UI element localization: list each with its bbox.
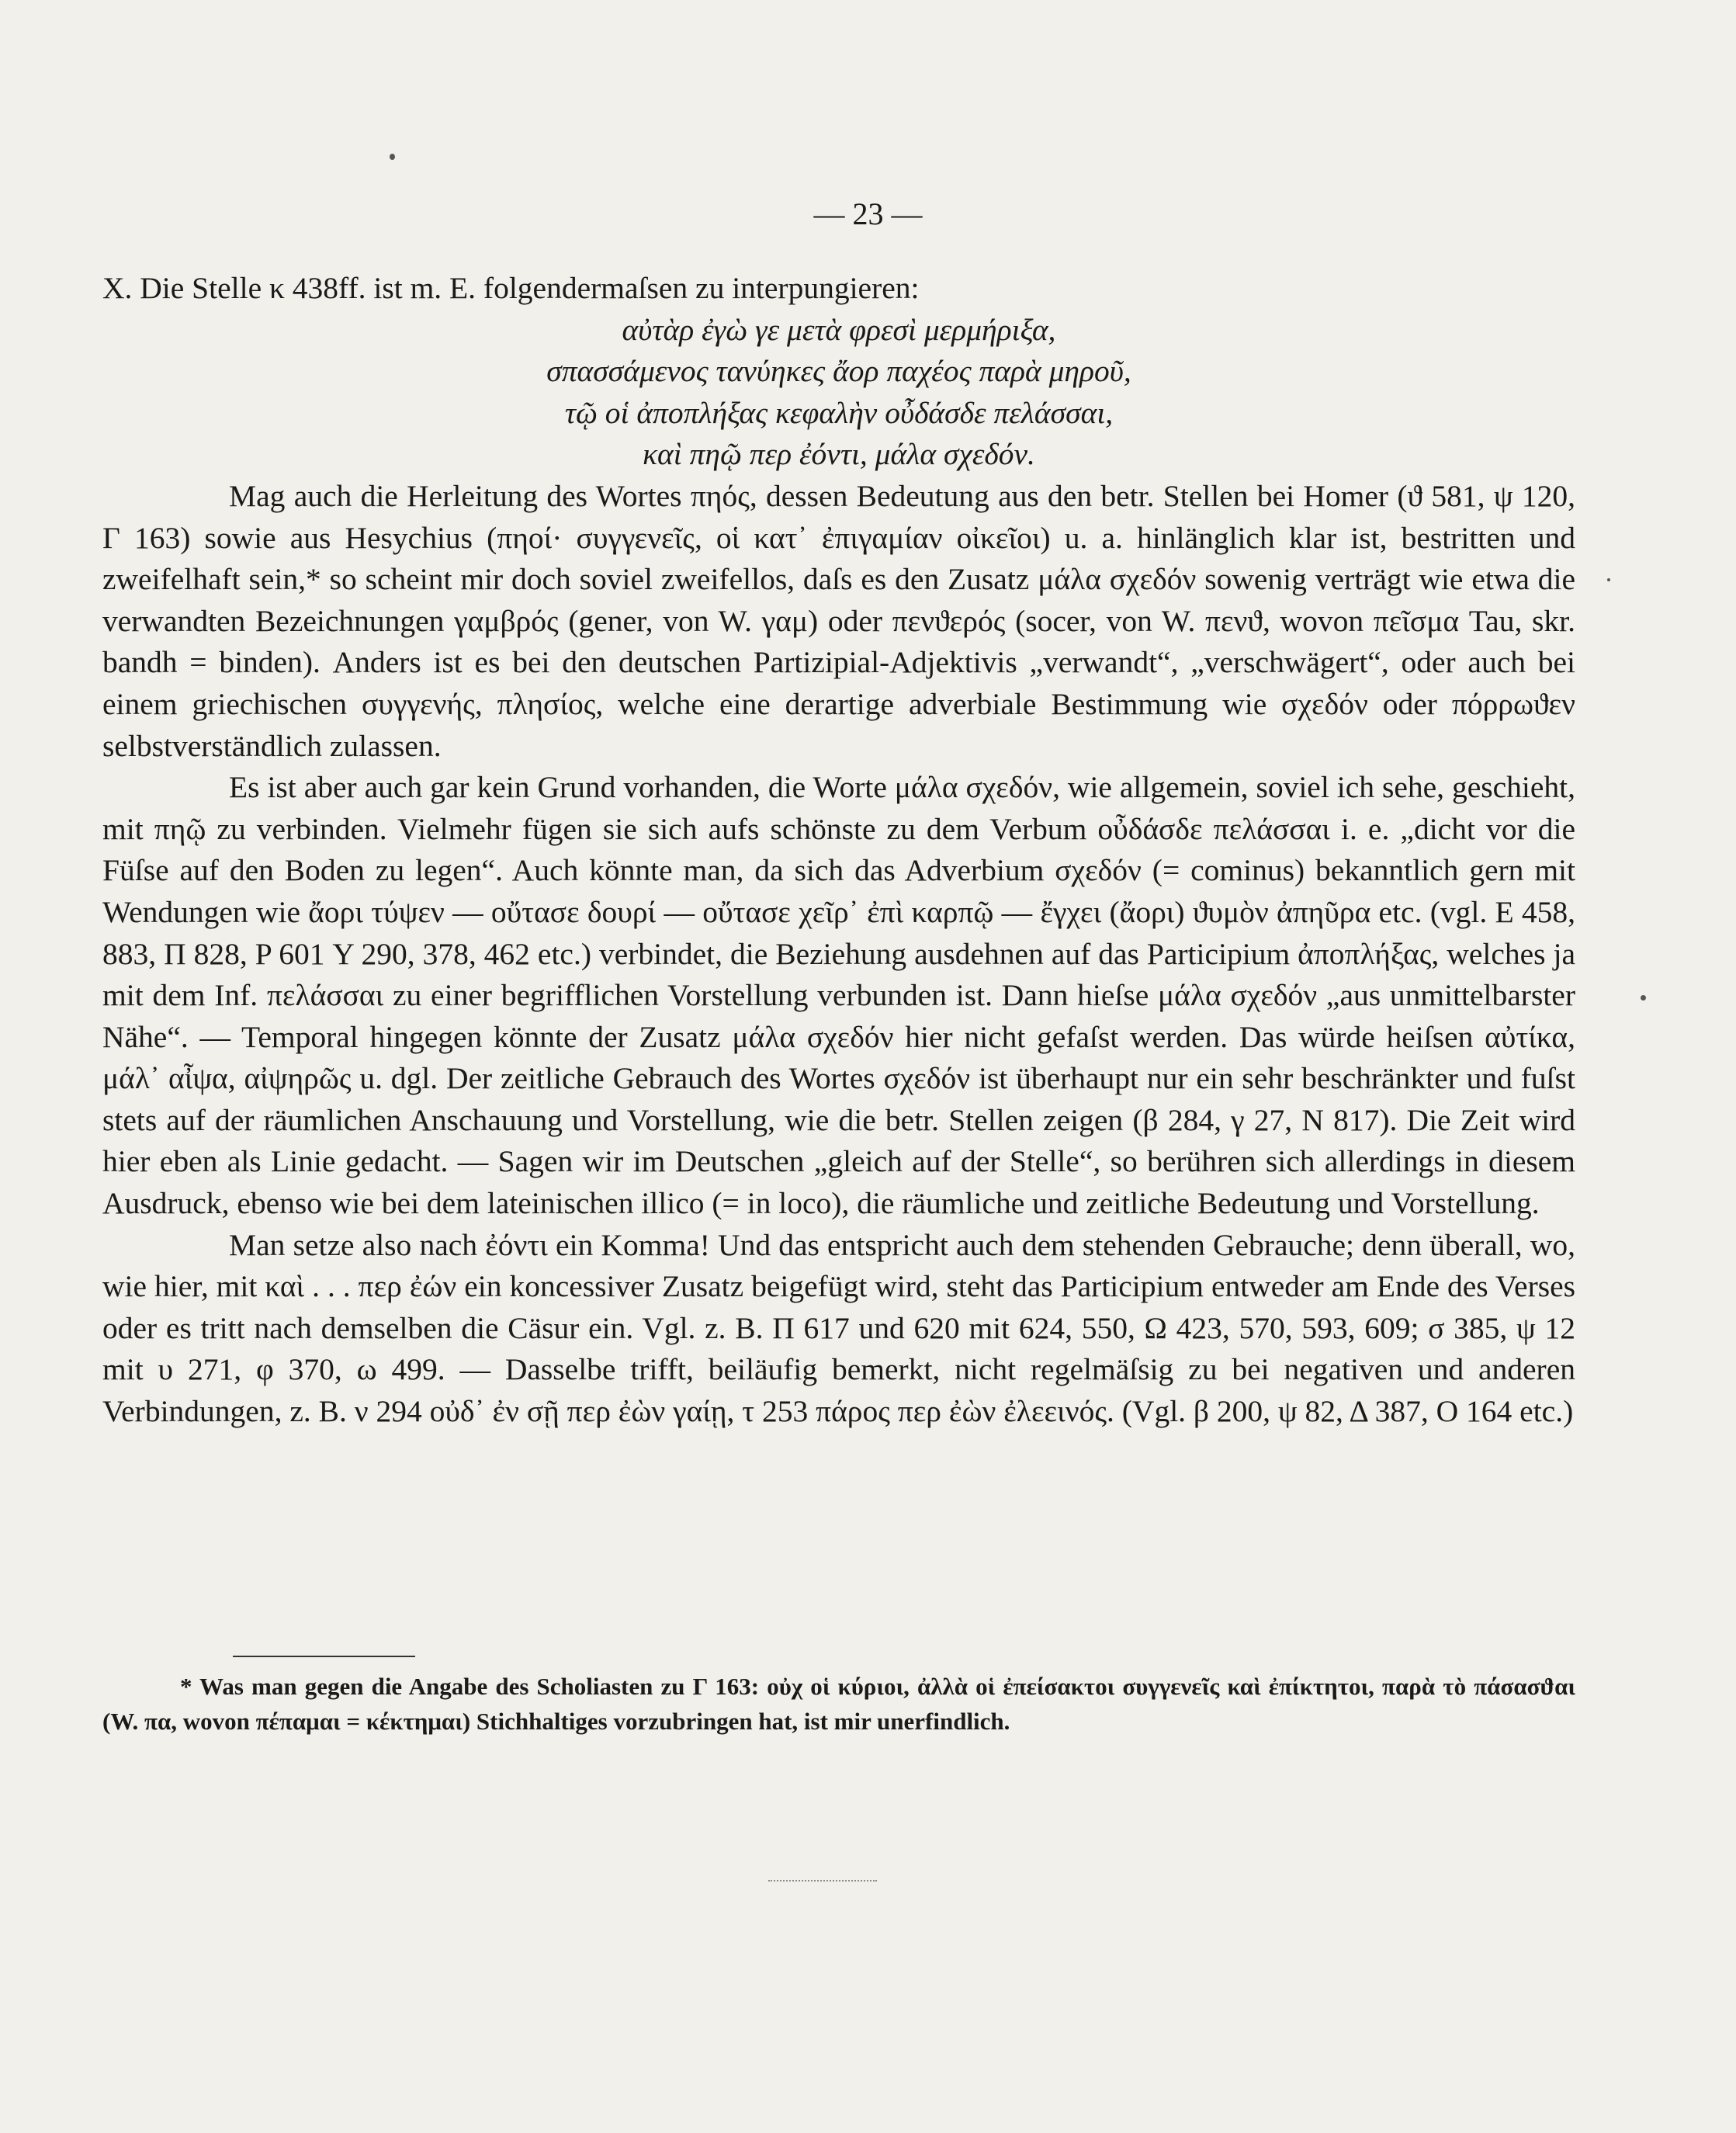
verse-line: τῷ οἱ ἀποπλήξας κεφαλὴν οὖδάσδε πελάσσαι, — [564, 395, 1114, 430]
footnote-divider — [233, 1656, 415, 1657]
page-number: — 23 — — [813, 196, 923, 231]
end-ornament — [768, 1880, 877, 1882]
paragraph: Mag auch die Herleitung des Wortes πηός, dessen Bedeutung aus den betr. Stellen bei Homer (ϑ 581, ψ 120, Γ 163) sowie aus Hesychius (πηοί· συγγενεῖς, οἱ κατ᾿ ἐπιγαμίαν οἰκεῖοι) u. a. hinlänglich klar ist, bestritten und zweifelhaft sein,* so scheint mir doch soviel zweifellos, daſs es den Zusatz μάλα σχεδόν sowenig verträgt wie etwa die verwandten Bezeichnungen γαμβρός (gener, von W. γαμ) oder πενϑερός (socer, von W. πενϑ, wovon πεῖσμα Tau, skr. bandh = binden). Anders ist es bei den deutschen Partizipial-Adjektivis „verwandt“, „verschwägert“, oder auch bei einem griechischen συγγενής, πλησίος, welche eine derartige adverbiale Bestimmung wie σχεδόν oder πόρρωϑεν selbstverständlich zulassen. — [102, 478, 1575, 763]
body-text — [102, 268, 1575, 1433]
verse-line: καὶ πηῷ περ ἐόντι, μάλα σχεδόν. — [643, 437, 1035, 472]
paragraph-intro: X. Die Stelle κ 438ff. ist m. E. folgendermaſsen zu interpungieren: — [102, 271, 920, 305]
scan-speck — [1641, 995, 1646, 1001]
verse-quotation — [102, 310, 1575, 476]
scan-speck — [390, 154, 395, 160]
verse-line: αὐτὰρ ἐγὼ γε μετὰ φρεσὶ μερμήριξα, — [622, 312, 1056, 347]
scan-speck — [1607, 578, 1610, 581]
verse-line: σπασσάμενος τανύηκες ἄορ παχέος παρὰ μηροῦ, — [546, 354, 1131, 389]
paragraph: Man setze also nach ἐόντι ein Komma! Und das entspricht auch dem stehenden Gebrauche; denn überall, wo, wie hier, mit καὶ . . . περ ἐών ein koncessiver Zusatz beigefügt wird, steht das Participium entweder am Ende des Verses oder es tritt nach demselben die Cäsur ein. Vgl. z. B. Π 617 und 620 mit 624, 550, Ω 423, 570, 593, 609; σ 385, ψ 12 mit υ 271, φ 370, ω 499. — Dasselbe trifft, beiläufig bemerkt, nicht regelmäſsig zu bei negativen und anderen Verbindungen, z. B. ν 294 οὐδ᾿ ἐν σῇ περ ἐὼν γαίῃ, τ 253 πάρος περ ἐὼν ἐλεεινός. (Vgl. β 200, ψ 82, Δ 387, O 164 etc.) — [102, 1227, 1575, 1429]
footnote-text: * Was man gegen die Angabe des Scholiasten zu Γ 163: οὐχ οἱ κύριοι, ἀλλὰ οἱ ἐπείσακτοι συγγενεῖς καὶ ἐπίκτητοι, παρὰ τὸ πάσασϑαι (W. πα, wovon πέπαμαι = κέκτημαι) Stichhaltiges vorzubringen hat, ist mir unerfindlich. — [102, 1673, 1575, 1735]
paragraph: Es ist aber auch gar kein Grund vorhanden, die Worte μάλα σχεδόν, wie allgemein, soviel ich sehe, geschieht, mit πηῷ zu verbinden. Vielmehr fügen sie sich aufs schönste zu dem Verbum οὖδάσδε πελάσσαι i. e. „dicht vor die Füſse auf den Boden zu legen“. Auch könnte man, da sich das Adverbium σχεδόν (= cominus) bekanntlich gern mit Wendungen wie ἄορι τύψεν — οὔτασε δουρί — οὔτασε χεῖρ᾿ ἐπὶ καρπῷ — ἔγχει (ἄορι) ϑυμὸν ἀπηῦρα etc. (vgl. E 458, 883, Π 828, P 601 Υ 290, 378, 462 etc.) verbindet, die Beziehung ausdehnen auf das Participium ἀποπλήξας, welches ja mit dem Inf. πελάσσαι zu einer begrifflichen Vorstellung verbunden ist. Dann hieſse μάλα σχεδόν „aus unmittelbarster Nähe“. — Temporal hingegen könnte der Zusatz μάλα σχεδόν hier nicht gefaſst werden. Das würde heiſsen αὐτίκα, μάλ᾿ αἶψα, αἰψηρῶς u. dgl. Der zeitliche Gebrauch des Wortes σχεδόν ist überhaupt nur ein sehr beschränkter und fuſst stets auf der räumlichen Anschauung und Vorstellung, wie die betr. Stellen zeigen (β 284, γ 27, N 817). Die Zeit wird hier eben als Linie gedacht. — Sagen wir im Deutschen „gleich auf der Stelle“, so berühren sich allerdings in diesem Ausdruck, ebenso wie bei dem lateinischen illico (= in loco), die räumliche und zeitliche Bedeutung und Vorstellung. — [102, 770, 1575, 1221]
footnote — [102, 1669, 1575, 1739]
